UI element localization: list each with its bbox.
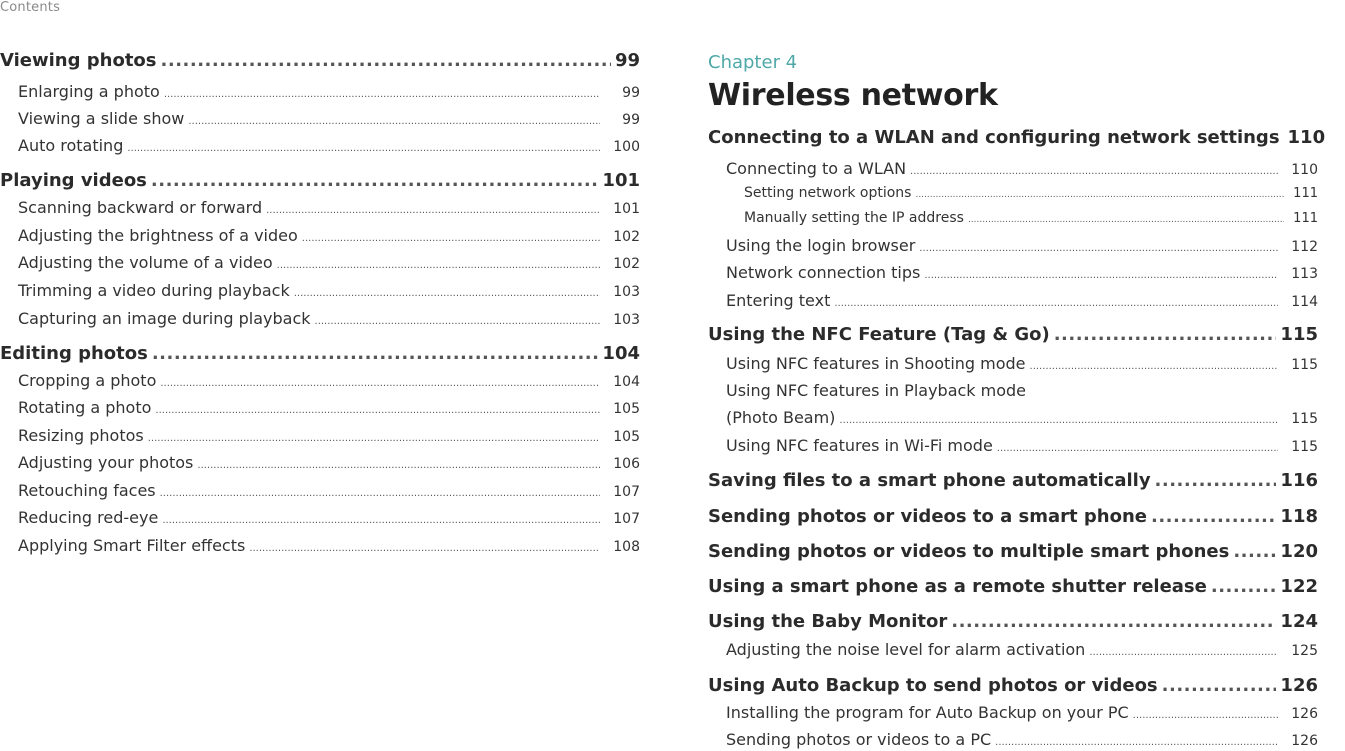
toc-page-number: 105 (613, 401, 640, 417)
chapter-number: Chapter 4 (708, 52, 798, 73)
dot-leader (277, 260, 600, 271)
dot-leader (164, 89, 600, 100)
toc-entry-title: Auto rotating (18, 136, 124, 155)
toc-entry[interactable] (0, 136, 640, 155)
toc-entry[interactable] (0, 82, 640, 101)
toc-page-number: 103 (613, 284, 640, 300)
dot-leader (249, 543, 600, 554)
dot-leader (266, 205, 600, 216)
toc-page-number: 100 (613, 139, 640, 155)
dot-leader (995, 737, 1278, 748)
toc-entry-title: Adjusting the volume of a video (18, 253, 273, 272)
toc-entry-title: Capturing an image during playback (18, 309, 311, 328)
dot-leader (915, 190, 1284, 200)
toc-entry-title: Viewing photos (0, 50, 157, 71)
toc-entry-title: Setting network options (744, 185, 912, 201)
dot-leader (197, 460, 600, 471)
toc-page-number: 107 (613, 484, 640, 500)
toc-entry[interactable] (0, 536, 640, 555)
toc-entry[interactable] (708, 185, 1318, 201)
toc-entry-title: Reducing red-eye (18, 508, 159, 527)
toc-entry-title: Rotating a photo (18, 398, 152, 417)
dot-leader (951, 611, 1276, 632)
toc-page-number: 101 (602, 170, 640, 191)
toc-page-number: 113 (1291, 266, 1318, 282)
toc-entry[interactable] (708, 541, 1318, 562)
toc-entry-title: Trimming a video during playback (18, 281, 290, 300)
toc-page-number: 126 (1280, 675, 1318, 696)
dot-leader (294, 288, 600, 299)
toc-entry-title: Viewing a slide show (18, 109, 185, 128)
toc-entry[interactable] (0, 343, 640, 364)
toc-entry[interactable] (0, 309, 640, 328)
toc-entry-title: Using NFC features in Playback mode (726, 381, 1027, 400)
toc-entry-title: Retouching faces (18, 481, 156, 500)
toc-entry[interactable] (708, 675, 1318, 696)
dot-leader (924, 270, 1278, 281)
toc-page-number: 116 (1280, 470, 1318, 491)
toc-entry[interactable] (708, 291, 1318, 310)
toc-entry[interactable] (0, 226, 640, 245)
dot-leader (1030, 361, 1278, 372)
toc-entry[interactable] (0, 50, 640, 71)
chapter-title: Wireless network (708, 78, 998, 113)
dot-leader (997, 443, 1278, 454)
toc-entry-title: Network connection tips (726, 263, 921, 282)
dot-leader (1155, 470, 1277, 491)
toc-entry[interactable] (708, 703, 1318, 722)
toc-page-number: 102 (613, 229, 640, 245)
toc-entry[interactable] (708, 324, 1318, 345)
dot-leader (160, 488, 600, 499)
toc-entry-continuation[interactable] (708, 408, 1318, 427)
toc-page-number: 104 (613, 374, 640, 390)
toc-page-number: 103 (613, 312, 640, 328)
dot-leader (152, 343, 599, 364)
toc-entry[interactable] (708, 127, 1326, 148)
toc-entry-title: Manually setting the IP address (744, 210, 964, 226)
toc-entry-title: Playing videos (0, 170, 147, 191)
dot-leader (1054, 324, 1277, 345)
toc-page-number: 112 (1291, 239, 1318, 255)
dot-leader (1151, 506, 1276, 527)
toc-page-number: 101 (613, 201, 640, 217)
toc-entry-title: Using Auto Backup to send photos or videos (708, 675, 1158, 696)
dot-leader (1162, 675, 1277, 696)
toc-page-number: 99 (622, 112, 640, 128)
toc-page-number: 99 (614, 50, 640, 71)
dot-leader (162, 515, 600, 526)
dot-leader (968, 215, 1284, 225)
toc-entry-title: Sending photos or videos to a PC (726, 730, 992, 749)
toc-entry[interactable] (0, 508, 640, 527)
toc-entry-title: Connecting to a WLAN (726, 159, 907, 178)
toc-entry-title: Adjusting the noise level for alarm activation (726, 640, 1086, 659)
toc-page-number: 125 (1291, 643, 1318, 659)
toc-entry-title: Editing photos (0, 343, 148, 364)
toc-page-number: 106 (613, 456, 640, 472)
toc-entry-title-continued: (Photo Beam) (726, 408, 836, 427)
dot-leader (910, 166, 1278, 177)
dot-leader (839, 415, 1278, 426)
toc-entry-title: Using the login browser (726, 236, 916, 255)
toc-entry-title: Using NFC features in Shooting mode (726, 354, 1026, 373)
toc-entry[interactable] (0, 453, 640, 472)
dot-leader (160, 378, 600, 389)
toc-page-number: 107 (613, 511, 640, 527)
toc-entry-title: Scanning backward or forward (18, 198, 263, 217)
toc-entry-title: Sending photos or videos to multiple smart phones (708, 541, 1230, 562)
toc-page-number: 114 (1291, 294, 1318, 310)
toc-page-number: 115 (1280, 324, 1318, 345)
toc-entry[interactable] (708, 730, 1318, 749)
toc-page-number: 99 (622, 85, 640, 101)
toc-page-number: 122 (1280, 576, 1318, 597)
dot-leader (919, 243, 1278, 254)
dot-leader (155, 405, 600, 416)
toc-entry-title: Using a smart phone as a remote shutter release (708, 576, 1207, 597)
toc-entry[interactable] (708, 611, 1318, 632)
toc-entry[interactable] (0, 109, 640, 128)
toc-page-number: 110 (1291, 162, 1318, 178)
toc-entry[interactable] (708, 236, 1318, 255)
toc-entry-title: Entering text (726, 291, 831, 310)
toc-entry[interactable] (708, 263, 1318, 282)
toc-entry-title: Applying Smart Filter effects (18, 536, 246, 555)
toc-entry[interactable] (0, 371, 640, 390)
dot-leader (315, 316, 600, 327)
dot-leader (151, 170, 599, 191)
running-header: Contents (0, 0, 61, 15)
toc-page-number: 102 (613, 256, 640, 272)
toc-entry-title: Using the NFC Feature (Tag & Go) (708, 324, 1050, 345)
toc-page-number: 118 (1280, 506, 1318, 527)
dot-leader (188, 116, 600, 127)
toc-entry-title: Enlarging a photo (18, 82, 160, 101)
toc-entry[interactable] (708, 436, 1318, 455)
toc-entry-title: Installing the program for Auto Backup on your PC (726, 703, 1129, 722)
toc-entry[interactable] (0, 481, 640, 500)
toc-entry-title: Cropping a photo (18, 371, 157, 390)
toc-entry[interactable] (0, 170, 640, 191)
toc-entry[interactable] (708, 381, 1318, 400)
toc-entry-title: Saving files to a smart phone automatically (708, 470, 1151, 491)
toc-page-number: 108 (613, 539, 640, 555)
toc-entry[interactable] (708, 470, 1318, 491)
toc-entry[interactable] (708, 354, 1318, 373)
toc-page-number: 115 (1291, 439, 1318, 455)
toc-entry-title: Using NFC features in Wi-Fi mode (726, 436, 993, 455)
toc-entry[interactable] (708, 210, 1318, 226)
dot-leader (148, 433, 600, 444)
toc-entry[interactable] (708, 506, 1318, 527)
toc-page-number: 115 (1291, 357, 1318, 373)
dot-leader (1089, 647, 1278, 658)
toc-entry[interactable] (0, 426, 640, 445)
dot-leader (1233, 541, 1276, 562)
toc-page-number: 111 (1293, 186, 1318, 201)
dot-leader (161, 50, 611, 71)
toc-entry[interactable] (0, 253, 640, 272)
toc-entry[interactable] (708, 576, 1318, 597)
toc-page-number: 105 (613, 429, 640, 445)
dot-leader (1133, 710, 1278, 721)
toc-page-number: 110 (1287, 127, 1326, 148)
toc-page-number: 124 (1280, 611, 1318, 632)
toc-entry[interactable] (0, 398, 640, 417)
toc-entry[interactable] (708, 640, 1318, 659)
toc-page-number: 115 (1291, 411, 1318, 427)
toc-entry[interactable] (708, 159, 1318, 178)
dot-leader (834, 298, 1278, 309)
toc-page-number: 126 (1291, 706, 1318, 722)
toc-page-number: 126 (1291, 733, 1318, 749)
toc-entry-title: Using the Baby Monitor (708, 611, 948, 632)
dot-leader (1211, 576, 1277, 597)
toc-entry-title: Adjusting your photos (18, 453, 194, 472)
toc-page-number: 111 (1293, 211, 1318, 226)
toc-page-number: 120 (1280, 541, 1318, 562)
toc-entry-title: Adjusting the brightness of a video (18, 226, 298, 245)
toc-entry[interactable] (0, 198, 640, 217)
toc-entry[interactable] (0, 281, 640, 300)
toc-entry-title: Connecting to a WLAN and configuring network settings (708, 127, 1280, 148)
dot-leader (302, 233, 600, 244)
toc-entry-title: Resizing photos (18, 426, 144, 445)
toc-page-number: 104 (602, 343, 640, 364)
toc-entry-title: Sending photos or videos to a smart phone (708, 506, 1147, 527)
dot-leader (127, 143, 600, 154)
